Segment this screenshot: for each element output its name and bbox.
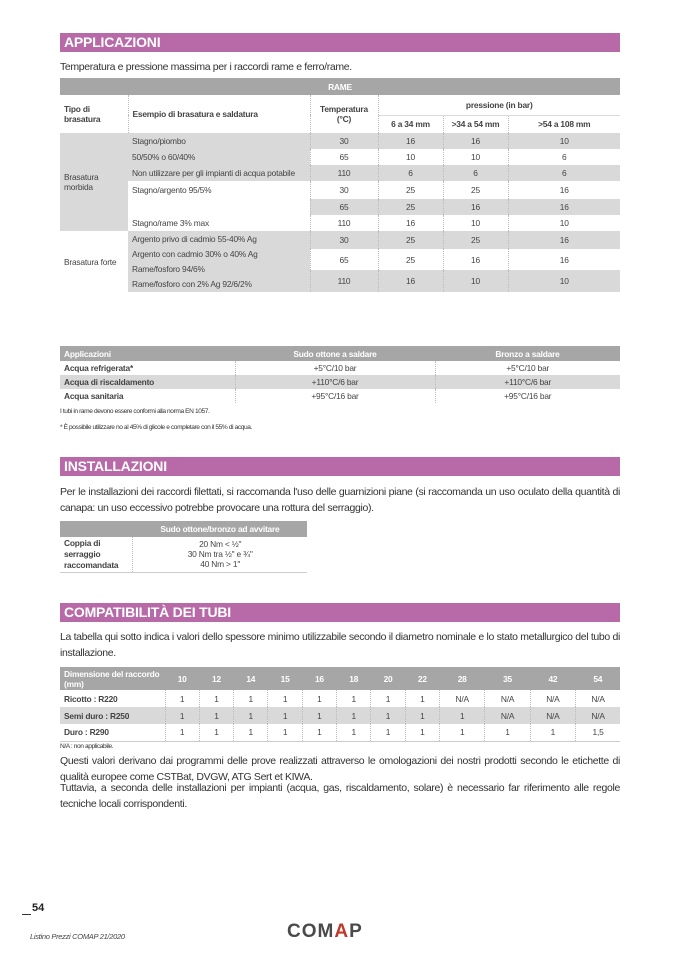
value-cell: 25 bbox=[378, 199, 443, 215]
size-header: 12 bbox=[212, 673, 221, 684]
header-cell: Applicazioni bbox=[64, 348, 111, 359]
value-cell: 25 bbox=[378, 181, 443, 199]
value-cell: 10 bbox=[443, 149, 508, 165]
esempio-line: Rame/fosforo con 2% Ag 92/6/2% bbox=[132, 278, 252, 289]
value-cell: 30 bbox=[310, 181, 378, 199]
value-cell: 1 bbox=[302, 724, 336, 741]
value-cell: 1 bbox=[165, 690, 199, 707]
para-regole: Tuttavia, a seconda delle installazioni per impianti (acqua, gas, riscaldamento, solare) è necessario far riferimento alle regole tecniche locali corrispondenti. bbox=[60, 782, 620, 810]
col-esempio: Esempio di brasatura e saldatura bbox=[128, 95, 310, 133]
application-label: Acqua sanitaria bbox=[64, 391, 124, 401]
value-cell: 1 bbox=[530, 724, 575, 741]
value-cell: 6 bbox=[508, 165, 620, 181]
col-tipo: Tipo di brasatura bbox=[64, 104, 101, 124]
size-header: 54 bbox=[593, 673, 603, 684]
value-cell: 16 bbox=[378, 215, 443, 231]
esempio-cell bbox=[128, 199, 310, 215]
row-label: Semi duro : R250 bbox=[64, 710, 130, 721]
value-cell: 1 bbox=[371, 690, 405, 707]
table-row bbox=[60, 133, 620, 149]
header-cell: Dimensione del raccordo (mm) bbox=[64, 668, 160, 689]
header-cell: Bronzo a saldare bbox=[495, 348, 560, 359]
torque-value: 20 Nm < ½" bbox=[199, 539, 242, 550]
section-title-compatibilita: COMPATIBILITÀ DEI TUBI bbox=[60, 603, 620, 622]
na-note: N/A : non applicabile. bbox=[60, 743, 114, 750]
value-cell: 1 bbox=[302, 690, 336, 707]
value-cell: 6 bbox=[378, 165, 443, 181]
size-header: 35 bbox=[503, 673, 512, 684]
value-cell: 1 bbox=[371, 724, 405, 741]
value-cell: 65 bbox=[310, 199, 378, 215]
value-cell: 1 bbox=[165, 724, 199, 741]
value-cell: 16 bbox=[508, 181, 620, 199]
col-pressione: pressione (in bar) bbox=[378, 95, 620, 115]
value-cell: N/A bbox=[530, 707, 575, 724]
value-cell: 1 bbox=[268, 690, 302, 707]
application-label: Acqua di riscaldamento bbox=[64, 377, 155, 387]
comap-logo: COMAP bbox=[287, 921, 363, 942]
value-cell: 110 bbox=[310, 270, 378, 292]
value-cell: N/A bbox=[576, 707, 620, 724]
esempio-line: Rame/fosforo 94/6% bbox=[132, 263, 205, 274]
value-cell: 1 bbox=[405, 690, 439, 707]
table-row bbox=[60, 361, 620, 375]
header-cell: Sudo ottone a saldare bbox=[293, 348, 377, 359]
esempio-line: Argento con cadmio 30% o 40% Ag bbox=[132, 248, 258, 259]
value-cell: 1 bbox=[440, 707, 485, 724]
value-cell: 16 bbox=[508, 231, 620, 249]
value-cell: N/A bbox=[576, 690, 620, 707]
size-col: >34 a 54 mm bbox=[443, 115, 508, 133]
value-cell: 1 bbox=[234, 724, 268, 741]
tipo-cell: Brasatura morbida bbox=[60, 133, 128, 231]
value-cell: 1 bbox=[440, 724, 485, 741]
value-cell: 1 bbox=[199, 690, 233, 707]
value-cell: 16 bbox=[508, 249, 620, 270]
value-cell: 1 bbox=[485, 724, 530, 741]
value-cell: 65 bbox=[310, 249, 378, 270]
value-cell: 10 bbox=[378, 149, 443, 165]
value-cell: 30 bbox=[310, 231, 378, 249]
esempio-cell: 50/50% o 60/40% bbox=[128, 149, 310, 165]
value-cell: 6 bbox=[508, 149, 620, 165]
value-cell: 1 bbox=[371, 707, 405, 724]
para-values: Questi valori derivano dai programmi delle prove realizzati attraverso le omologazioni dei nostri prodotti secondo le etichette di qualità europee come CSTBat, DVGW, ATG Sert et KIWA. bbox=[60, 755, 620, 783]
value-cell: 1 bbox=[337, 724, 371, 741]
note-en1057: I tubi in rame devono essere conformi alla norma EN 1057. bbox=[60, 408, 210, 415]
table-row bbox=[60, 181, 620, 199]
value-cell: 10 bbox=[443, 270, 508, 292]
size-header: 28 bbox=[457, 673, 467, 684]
row-label: Ricotto : R220 bbox=[64, 693, 118, 704]
esempio-cell: Non utilizzare per gli impianti di acqua potabile bbox=[128, 165, 310, 181]
value-cell: +110°C/6 bar bbox=[435, 375, 620, 389]
value-cell: N/A bbox=[530, 690, 575, 707]
esempio-cell: Stagno/piombo bbox=[128, 133, 310, 149]
size-header: 22 bbox=[417, 673, 427, 684]
table-row bbox=[60, 165, 620, 181]
page-number: 54 bbox=[32, 902, 45, 914]
applications-table bbox=[60, 346, 620, 403]
table-row bbox=[60, 375, 620, 389]
value-cell: 16 bbox=[508, 199, 620, 215]
value-cell: 16 bbox=[443, 199, 508, 215]
size-header: 14 bbox=[246, 673, 256, 684]
table-row bbox=[60, 724, 620, 741]
value-cell: 10 bbox=[508, 133, 620, 149]
value-cell: 1,5 bbox=[576, 724, 620, 741]
torque-value: 40 Nm > 1" bbox=[200, 559, 241, 570]
value-cell: 110 bbox=[310, 165, 378, 181]
row-label: Duro : R290 bbox=[64, 727, 109, 738]
value-cell: +110°C/6 bar bbox=[235, 375, 435, 389]
value-cell: N/A bbox=[440, 690, 485, 707]
compatibility-table bbox=[60, 667, 620, 742]
torque-value: 30 Nm tra ½" e ¾" bbox=[187, 549, 253, 560]
table-row bbox=[60, 707, 620, 724]
header-cell: Sudo ottone/bronzo ad avvitare bbox=[160, 524, 280, 534]
value-cell: 1 bbox=[234, 690, 268, 707]
application-label: Acqua refrigerata* bbox=[64, 363, 134, 373]
value-cell: 16 bbox=[378, 133, 443, 149]
value-cell: 16 bbox=[378, 270, 443, 292]
value-cell: 1 bbox=[268, 724, 302, 741]
esempio-cell: Stagno/rame 3% max bbox=[132, 218, 209, 228]
intro-text: Temperatura e pressione massima per i raccordi rame e ferro/rame. bbox=[60, 61, 352, 73]
tipo-cell: Brasatura forte bbox=[64, 256, 117, 267]
compatibilita-text: La tabella qui sotto indica i valori dello spessore minimo utilizzabile secondo il diametro nominale e lo stato metallurgico del tubo di installazione. bbox=[60, 631, 620, 659]
size-header: 15 bbox=[280, 673, 290, 684]
note-glicole: * È possibile utilizzare no al 45% di glicole e completare con il 55% di acqua. bbox=[60, 424, 252, 431]
size-col: >54 a 108 mm bbox=[508, 115, 620, 133]
table-row bbox=[60, 199, 620, 215]
value-cell: 25 bbox=[443, 231, 508, 249]
table-row bbox=[60, 389, 620, 403]
torque-table bbox=[60, 521, 307, 573]
value-cell: 1 bbox=[405, 707, 439, 724]
esempio-cell: Stagno/argento 95/5% bbox=[132, 185, 212, 195]
section-title-installazioni: INSTALLAZIONI bbox=[60, 457, 620, 476]
table-row bbox=[60, 215, 620, 231]
size-header: 18 bbox=[349, 673, 359, 684]
value-cell: 25 bbox=[443, 181, 508, 199]
value-cell: 25 bbox=[378, 249, 443, 270]
table-row bbox=[60, 690, 620, 707]
value-cell: 1 bbox=[302, 707, 336, 724]
esempio-cell bbox=[128, 231, 310, 292]
value-cell: 10 bbox=[443, 215, 508, 231]
value-cell: 1 bbox=[405, 724, 439, 741]
value-cell: 30 bbox=[310, 133, 378, 149]
value-cell: 1 bbox=[199, 707, 233, 724]
value-cell: 1 bbox=[337, 707, 371, 724]
value-cell: +95°C/16 bar bbox=[435, 389, 620, 403]
size-header: 16 bbox=[314, 673, 324, 684]
size-header: 20 bbox=[383, 673, 393, 684]
value-cell: 1 bbox=[337, 690, 371, 707]
torque-label: Coppia di serraggio raccomandata bbox=[64, 537, 119, 570]
value-cell: 110 bbox=[310, 215, 378, 231]
value-cell: 1 bbox=[234, 707, 268, 724]
value-cell: 65 bbox=[310, 149, 378, 165]
value-cell: 25 bbox=[378, 231, 443, 249]
value-cell: 10 bbox=[508, 270, 620, 292]
size-col: 6 a 34 mm bbox=[378, 115, 443, 133]
rame-table bbox=[60, 78, 620, 292]
value-cell: +95°C/16 bar bbox=[235, 389, 435, 403]
col-temp: Temperatura (°C) bbox=[310, 95, 378, 133]
table-row bbox=[60, 231, 620, 249]
value-cell: 16 bbox=[443, 133, 508, 149]
group-header: RAME bbox=[328, 81, 352, 92]
value-cell: +5°C/10 bar bbox=[235, 361, 435, 375]
value-cell: 1 bbox=[268, 707, 302, 724]
value-cell: 1 bbox=[199, 724, 233, 741]
section-title-applicazioni: APPLICAZIONI bbox=[60, 33, 620, 52]
size-header: 42 bbox=[548, 673, 558, 684]
value-cell: N/A bbox=[485, 690, 530, 707]
value-cell: +5°C/10 bar bbox=[435, 361, 620, 375]
table-row bbox=[60, 149, 620, 165]
value-cell: 1 bbox=[165, 707, 199, 724]
value-cell: 16 bbox=[443, 249, 508, 270]
esempio-line: Argento privo di cadmio 55-40% Ag bbox=[132, 233, 257, 244]
value-cell: 10 bbox=[508, 215, 620, 231]
installazioni-text: Per le installazioni dei raccordi filettati, si raccomanda l'uso delle guarnizioni piane (si raccomanda un uso oculato della quantità di canapa: un uso eccessivo potrebbe provocare una rottura del serraggio). bbox=[60, 486, 620, 514]
value-cell: 6 bbox=[443, 165, 508, 181]
size-header: 10 bbox=[177, 673, 187, 684]
value-cell: N/A bbox=[485, 707, 530, 724]
catalog-label: Listino Prezzi COMAP 21/2020 bbox=[30, 932, 125, 941]
